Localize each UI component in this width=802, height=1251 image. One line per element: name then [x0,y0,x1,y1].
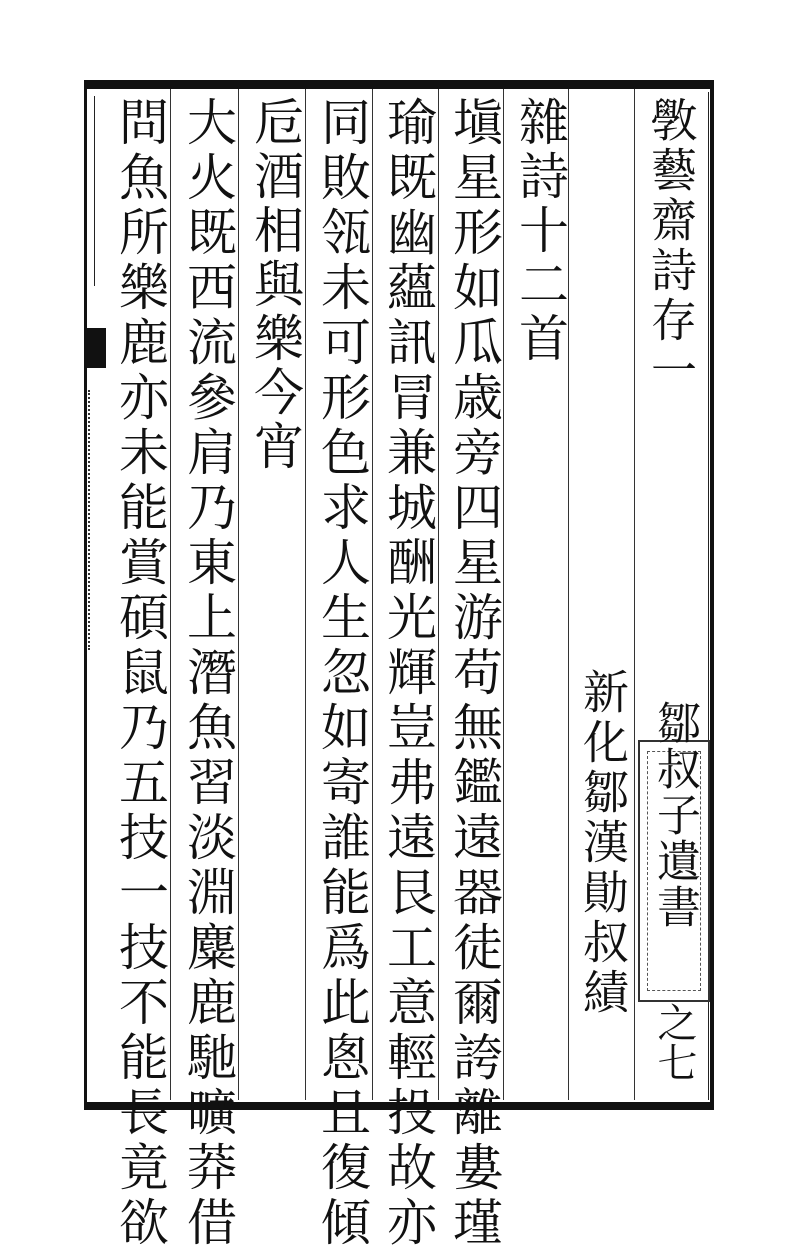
gutter-marks [88,390,104,650]
column-rule [634,89,635,1100]
folio-number: 之七 [651,1002,697,1082]
text-column-2: 瑜既幽蘊訊冐兼城酬光輝豈弗遠艮工意輕投故亦 [379,96,437,1251]
author-line: 新化鄒漢勛叔績 [576,668,630,1018]
text-column-1: 塡星形如瓜歳旁四星游苟無鑑遠器徒爾誇離婁瑾 [445,96,503,1251]
series-title: 鄒叔子遺書 [649,700,700,930]
poem-title: 雜詩十二首 [511,96,569,366]
text-column-4: 卮酒相與樂今宵 [246,96,304,474]
column-rule [170,89,171,1100]
column-rule [238,89,239,1100]
text-column-5: 大火既西流參肩乃東上潛魚習淡淵麋鹿馳曠莽借 [179,96,237,1251]
gutter-fishtail-mark [86,328,106,368]
column-rule [372,89,373,1100]
text-column-6: 問魚所樂鹿亦未能賞碩鼠乃五技一技不能長竟欲 [111,96,169,1251]
text-column-3: 同敗瓴未可形色求人生忽如寄誰能爲此悤且復傾 [313,96,371,1251]
running-head: 斆藝齋詩存一 [644,96,698,396]
column-rule [438,89,439,1100]
left-margin-rule [86,96,95,286]
column-rule [305,89,306,1100]
